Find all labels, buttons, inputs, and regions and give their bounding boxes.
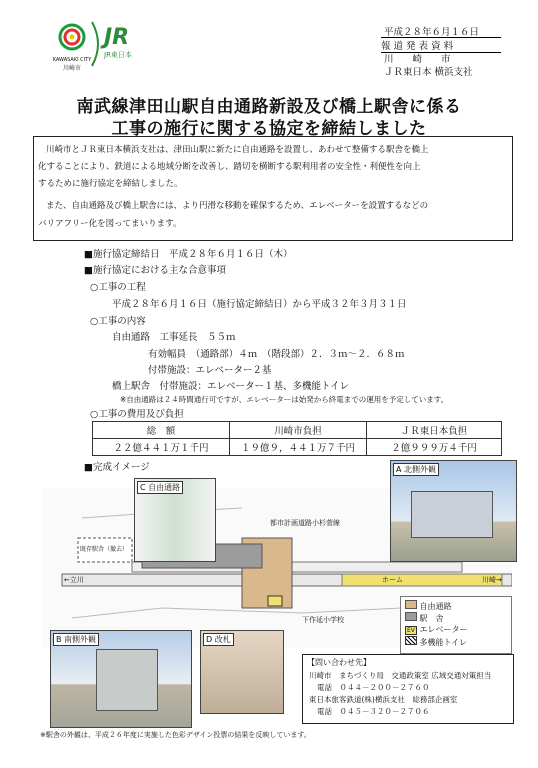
legend-restroom: 多機能トイレ <box>419 638 468 647</box>
cost-value-total: ２２億４４１万１千円 <box>93 439 230 456</box>
cost-header-city: 川崎市負担 <box>230 422 367 439</box>
photo-b-label: B 南側外観 <box>53 633 99 646</box>
issuer-jr: ＪＲ東日本 横浜支社 <box>384 67 473 78</box>
city-logo-caption: KAWASAKI CITY <box>52 57 92 63</box>
contact-line1: 川崎市 まちづくり局 交通政策室 広域交通対策担当 <box>309 671 492 680</box>
jr-logo-sub: JR東日本 <box>104 51 132 59</box>
map-old-station-label: 既存駅舎（撤去） <box>80 546 129 553</box>
cost-heading: ○工事の費用及び負担 <box>90 409 184 420</box>
photo-a-label: A 北側外観 <box>393 463 439 476</box>
jr-logo <box>104 26 132 60</box>
building-shape <box>411 491 493 538</box>
footnote: ※駅舎の外観は、平成２６年度に実施した色彩デザイン投票の結果を反映しています。 <box>40 731 311 739</box>
content-heading: ○工事の内容 <box>90 316 146 327</box>
agreement-date: ■施行協定締結日 平成２８年６月１６日（木） <box>84 249 293 260</box>
issuer-city: 川 崎 市 <box>384 54 451 65</box>
city-logo <box>52 23 92 72</box>
content-note: ※自由通路は２４時間通行可ですが、エレベーターは始発から終電までの運用を予定しています。 <box>120 395 449 404</box>
contact-line3: 東日本旅客鉄道(株)横浜支社 総務部企画室 <box>309 695 458 704</box>
legend-station: 駅 舎 <box>419 614 444 623</box>
map-legend <box>400 596 512 654</box>
divider-arc-icon <box>90 20 104 72</box>
map-road-label: 都市計画道路小杉菅線 <box>270 519 340 527</box>
contact-line4: 電話 ０４５－３２０－２７０６ <box>317 707 430 716</box>
intro-box <box>33 136 513 241</box>
contact-line2: 電話 ０４４－２００－２７６０ <box>317 683 430 692</box>
restroom-icon <box>405 636 417 645</box>
cost-table-header <box>93 422 502 439</box>
cost-header-jr: ＪＲ東日本負担 <box>367 422 502 439</box>
city-logo-sub: 川崎市 <box>62 65 81 72</box>
photo-north-exterior <box>390 460 517 562</box>
title-line2: 工事の施行に関する協定を締結しました <box>111 119 427 139</box>
elevator-icon: EV <box>407 627 415 634</box>
photo-free-passage <box>134 478 216 562</box>
intro-p1-l1: 川崎市とＪＲ東日本横浜支社は、津田山駅に新たに自由通路を設置し、あわせて整備する駅舎を橋上 <box>46 145 429 155</box>
map-kawasaki-label: 川崎→ <box>482 576 502 584</box>
cost-table-row <box>93 439 502 456</box>
agreement-main-label: ■施行協定における主な合意事項 <box>84 265 226 276</box>
release-label: 報 道 発 表 資 料 <box>381 37 501 53</box>
cost-value-city: １９億９，４４１万７千円 <box>230 439 367 456</box>
legend-elevator: エレベーター <box>419 625 468 634</box>
city-emblem-icon <box>52 23 92 53</box>
photo-c-label: C 自由通路 <box>137 481 183 494</box>
intro-p2-l1: また、自由通路及び橋上駅舎には、より円滑な移動を確保するため、エレベーターを設置するなどの <box>46 201 429 211</box>
image-section-label: ■完成イメージ <box>84 462 150 473</box>
intro-p1-l2: 化することにより、鉄道による地域分断を改善し、踏切を横断する駅利用者の安全性・利便性を向上 <box>38 162 421 172</box>
schedule-heading: ○工事の工程 <box>90 282 146 293</box>
content-line2: 有効幅員 （通路部）４ｍ （階段部）２．３ｍ～２．６８ｍ <box>148 349 405 360</box>
cost-table <box>92 421 502 456</box>
map-tachikawa-label: ←立川 <box>64 576 84 584</box>
contact-box <box>302 654 514 724</box>
schedule-text: 平成２８年６月１６日（施行協定締結日）から平成３２年３月３１日 <box>112 299 407 310</box>
photo-ticket-gate <box>200 630 284 714</box>
cost-header-total: 総 額 <box>93 422 230 439</box>
contact-title: 【問い合わせ先】 <box>307 658 371 667</box>
content-line3: 付帯施設：エレベーター２基 <box>148 365 272 376</box>
building-shape <box>96 649 158 711</box>
intro-p2-l2: バリアフリー化を図ってまいります。 <box>38 219 182 229</box>
cost-value-jr: ２億９９９万４千円 <box>367 439 502 456</box>
title-line1: 南武線津田山駅自由通路新設及び橋上駅舎に係る <box>76 97 462 117</box>
jr-logo-mark: JR <box>104 25 130 50</box>
content-line1: 自由通路 工事延長 ５５ｍ <box>112 332 236 343</box>
photo-d-label: D 改札 <box>203 633 234 646</box>
legend-free-passage: 自由通路 <box>419 602 452 611</box>
content-line4: 橋上駅舎 付帯施設：エレベーター１基、多機能トイレ <box>112 381 350 392</box>
photo-south-exterior <box>50 630 192 728</box>
map-platform-label: ホーム <box>382 576 403 584</box>
release-date: 平成２８年６月１６日 <box>384 27 480 38</box>
intro-p1-l3: するために施行協定を締結しました。 <box>38 179 183 189</box>
map-school-label: 下作延小学校 <box>302 616 344 624</box>
